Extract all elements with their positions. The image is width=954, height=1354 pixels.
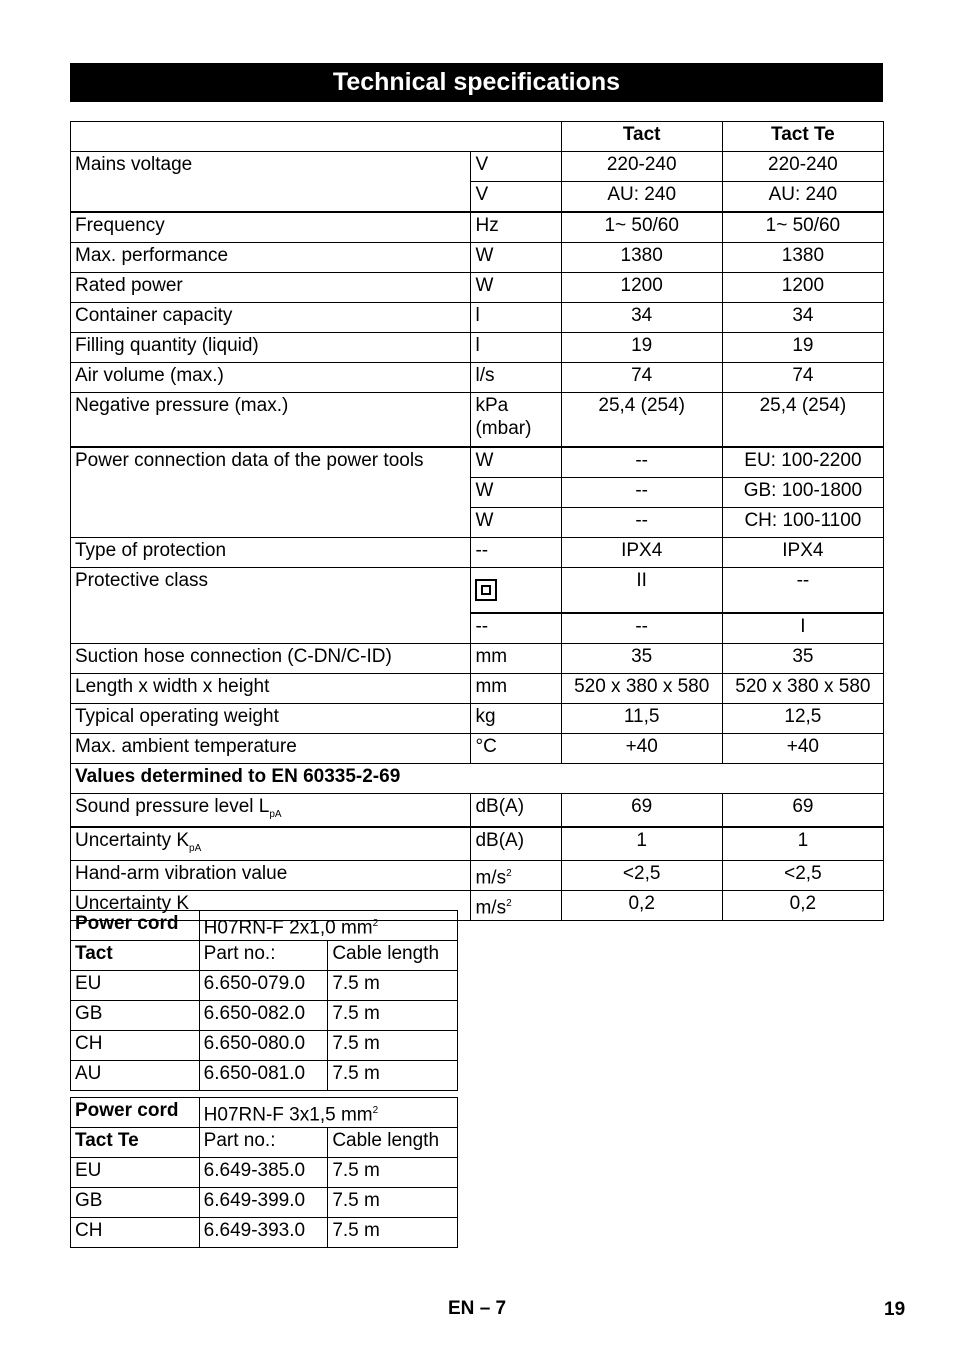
row-unit: W bbox=[471, 273, 561, 303]
row-label: Length x width x height bbox=[71, 674, 471, 704]
cord-length: 7.5 m bbox=[328, 1188, 458, 1218]
value-tact-te: 12,5 bbox=[722, 704, 883, 734]
unit-text: m/s bbox=[475, 896, 507, 918]
unit-text: m/s bbox=[475, 866, 507, 888]
row-unit: W bbox=[471, 478, 561, 508]
table-row bbox=[71, 860, 884, 890]
value-tact: -- bbox=[561, 478, 722, 508]
row-label: Hand-arm vibration value bbox=[71, 860, 471, 890]
value-tact-te: 25,4 (254) bbox=[722, 393, 883, 448]
value-tact-te: 35 bbox=[722, 644, 883, 674]
table-row bbox=[71, 393, 884, 448]
value-tact: 1200 bbox=[561, 273, 722, 303]
row-label bbox=[71, 827, 471, 860]
row-unit: dB(A) bbox=[471, 794, 561, 827]
value-tact-te: 220-240 bbox=[722, 152, 883, 182]
value-tact: 35 bbox=[561, 644, 722, 674]
cord-region: CH bbox=[71, 1218, 200, 1248]
value-tact-te: -- bbox=[722, 568, 883, 614]
table-row bbox=[71, 363, 884, 393]
length-header: Cable length bbox=[328, 1128, 458, 1158]
table-row bbox=[71, 212, 884, 243]
cord-region: AU bbox=[71, 1061, 200, 1091]
value-tact: 25,4 (254) bbox=[561, 393, 722, 448]
row-label: Mains voltage bbox=[71, 152, 471, 213]
table-header-row bbox=[71, 122, 884, 152]
table-row bbox=[71, 243, 884, 273]
value-tact: -- bbox=[561, 508, 722, 538]
table-row bbox=[71, 1218, 458, 1248]
value-tact-te: 74 bbox=[722, 363, 883, 393]
footer-language-page bbox=[448, 1298, 506, 1320]
cord-header-row bbox=[71, 941, 458, 971]
row-unit: -- bbox=[471, 613, 561, 644]
value-tact: 0,2 bbox=[561, 890, 722, 920]
table-row bbox=[71, 1061, 458, 1091]
table-row bbox=[71, 1031, 458, 1061]
row-unit: -- bbox=[471, 538, 561, 568]
value-tact-te: CH: 100-1100 bbox=[722, 508, 883, 538]
protection-class-ii-icon bbox=[475, 579, 497, 601]
value-tact: 34 bbox=[561, 303, 722, 333]
label-subscript: pA bbox=[189, 842, 202, 854]
value-tact-te: +40 bbox=[722, 734, 883, 764]
cord-type-text: H07RN-F 2x1,0 mm bbox=[203, 917, 373, 939]
cord-type-text: H07RN-F 3x1,5 mm bbox=[203, 1104, 373, 1126]
row-label: Negative pressure (max.) bbox=[71, 393, 471, 448]
footer-sub-page: 7 bbox=[495, 1298, 507, 1319]
row-label: Protective class bbox=[71, 568, 471, 644]
cord-part-no: 6.650-079.0 bbox=[199, 971, 328, 1001]
table-row bbox=[71, 971, 458, 1001]
row-unit: Hz bbox=[471, 212, 561, 243]
table-row bbox=[71, 1188, 458, 1218]
unit-kpa: kPa bbox=[475, 395, 509, 416]
table-row bbox=[71, 447, 884, 478]
row-label: Type of protection bbox=[71, 538, 471, 568]
row-label: Max. performance bbox=[71, 243, 471, 273]
cord-length: 7.5 m bbox=[328, 1031, 458, 1061]
row-unit: W bbox=[471, 508, 561, 538]
cord-part-no: 6.650-082.0 bbox=[199, 1001, 328, 1031]
part-header: Part no.: bbox=[199, 1128, 328, 1158]
unit-mbar: (mbar) bbox=[475, 418, 532, 439]
value-tact-te: AU: 240 bbox=[722, 182, 883, 213]
cord-label: Power cord bbox=[71, 1098, 200, 1128]
row-unit: W bbox=[471, 447, 561, 478]
cord-header-row bbox=[71, 1128, 458, 1158]
table-row bbox=[71, 568, 884, 614]
row-unit: l bbox=[471, 303, 561, 333]
row-unit: dB(A) bbox=[471, 827, 561, 860]
cord-part-no: 6.649-393.0 bbox=[199, 1218, 328, 1248]
table-row bbox=[71, 152, 884, 182]
page-title: Technical specifications bbox=[70, 63, 883, 102]
row-label: Suction hose connection (C-DN/C-ID) bbox=[71, 644, 471, 674]
row-unit: V bbox=[471, 182, 561, 213]
value-tact: -- bbox=[561, 613, 722, 644]
cord-type-row bbox=[71, 911, 458, 941]
page-number: 19 bbox=[884, 1299, 906, 1320]
power-cord-table-tact-te bbox=[70, 1097, 458, 1248]
table-row bbox=[71, 1001, 458, 1031]
value-tact-te: 1380 bbox=[722, 243, 883, 273]
value-tact: 74 bbox=[561, 363, 722, 393]
value-tact: 520 x 380 x 580 bbox=[561, 674, 722, 704]
cord-part-no: 6.649-385.0 bbox=[199, 1158, 328, 1188]
value-tact: 220-240 bbox=[561, 152, 722, 182]
cord-length: 7.5 m bbox=[328, 1001, 458, 1031]
value-tact: -- bbox=[561, 447, 722, 478]
unit-superscript: 2 bbox=[506, 867, 512, 879]
cord-model: Tact Te bbox=[71, 1128, 200, 1158]
row-unit: °C bbox=[471, 734, 561, 764]
row-unit: l/s bbox=[471, 363, 561, 393]
row-label: Frequency bbox=[71, 212, 471, 243]
value-tact: AU: 240 bbox=[561, 182, 722, 213]
cord-region: EU bbox=[71, 971, 200, 1001]
row-unit bbox=[471, 568, 561, 614]
table-row bbox=[71, 704, 884, 734]
value-tact-te: 69 bbox=[722, 794, 883, 827]
row-unit: mm bbox=[471, 644, 561, 674]
cord-length: 7.5 m bbox=[328, 1218, 458, 1248]
cord-part-no: 6.649-399.0 bbox=[199, 1188, 328, 1218]
value-tact: <2,5 bbox=[561, 860, 722, 890]
row-unit: kg bbox=[471, 704, 561, 734]
value-tact-te: GB: 100-1800 bbox=[722, 478, 883, 508]
values-section-header: Values determined to EN 60335-2-69 bbox=[71, 764, 884, 794]
value-tact-te: 520 x 380 x 580 bbox=[722, 674, 883, 704]
table-row bbox=[71, 333, 884, 363]
value-tact-te: 34 bbox=[722, 303, 883, 333]
row-unit: mm bbox=[471, 674, 561, 704]
cord-region: EU bbox=[71, 1158, 200, 1188]
cord-label: Power cord bbox=[71, 911, 200, 941]
row-unit: l bbox=[471, 333, 561, 363]
cord-type bbox=[199, 911, 457, 941]
table-row bbox=[71, 734, 884, 764]
value-tact: 11,5 bbox=[561, 704, 722, 734]
row-label bbox=[71, 794, 471, 827]
row-label: Power connection data of the power tools bbox=[71, 447, 471, 538]
row-label: Rated power bbox=[71, 273, 471, 303]
cord-length: 7.5 m bbox=[328, 1061, 458, 1091]
table-row bbox=[71, 644, 884, 674]
value-tact-te: 1~ 50/60 bbox=[722, 212, 883, 243]
spec-table bbox=[70, 121, 884, 921]
value-tact-te: EU: 100-2200 bbox=[722, 447, 883, 478]
value-tact-te: 1200 bbox=[722, 273, 883, 303]
footer-dash: – bbox=[479, 1298, 491, 1319]
label-text: Sound pressure level L bbox=[75, 796, 270, 817]
label-subscript: pA bbox=[269, 808, 282, 820]
table-row bbox=[71, 674, 884, 704]
value-tact-te: 1 bbox=[722, 827, 883, 860]
value-tact-te: <2,5 bbox=[722, 860, 883, 890]
row-label: Air volume (max.) bbox=[71, 363, 471, 393]
cord-type-superscript: 2 bbox=[372, 918, 379, 929]
length-header: Cable length bbox=[328, 941, 458, 971]
cord-model: Tact bbox=[71, 941, 200, 971]
value-tact: +40 bbox=[561, 734, 722, 764]
row-unit bbox=[471, 890, 561, 920]
table-row bbox=[71, 273, 884, 303]
cord-part-no: 6.650-081.0 bbox=[199, 1061, 328, 1091]
col-header-tact: Tact bbox=[561, 122, 722, 152]
cord-region: GB bbox=[71, 1188, 200, 1218]
footer-lang: EN bbox=[448, 1298, 475, 1319]
row-label: Container capacity bbox=[71, 303, 471, 333]
section-header-row bbox=[71, 764, 884, 794]
value-tact: 69 bbox=[561, 794, 722, 827]
value-tact: II bbox=[561, 568, 722, 614]
table-row bbox=[71, 1158, 458, 1188]
value-tact: IPX4 bbox=[561, 538, 722, 568]
label-text: Uncertainty K bbox=[75, 829, 190, 851]
cord-type-row bbox=[71, 1098, 458, 1128]
row-label: Uncertainty K bbox=[71, 890, 471, 920]
value-tact: 1380 bbox=[561, 243, 722, 273]
cord-part-no: 6.650-080.0 bbox=[199, 1031, 328, 1061]
row-label: Typical operating weight bbox=[71, 704, 471, 734]
row-unit bbox=[471, 393, 561, 448]
value-tact: 19 bbox=[561, 333, 722, 363]
power-cord-table-tact bbox=[70, 910, 458, 1091]
value-tact-te: 0,2 bbox=[722, 890, 883, 920]
cord-region: CH bbox=[71, 1031, 200, 1061]
value-tact: 1 bbox=[561, 827, 722, 860]
value-tact: 1~ 50/60 bbox=[561, 212, 722, 243]
value-tact-te: IPX4 bbox=[722, 538, 883, 568]
table-row bbox=[71, 794, 884, 827]
cord-type-superscript: 2 bbox=[372, 1105, 379, 1116]
row-label: Filling quantity (liquid) bbox=[71, 333, 471, 363]
cord-region: GB bbox=[71, 1001, 200, 1031]
cord-type bbox=[199, 1098, 457, 1128]
table-row bbox=[71, 827, 884, 860]
row-label: Max. ambient temperature bbox=[71, 734, 471, 764]
row-unit bbox=[471, 860, 561, 890]
value-tact-te: I bbox=[722, 613, 883, 644]
row-unit: W bbox=[471, 243, 561, 273]
cord-length: 7.5 m bbox=[328, 1158, 458, 1188]
cord-length: 7.5 m bbox=[328, 971, 458, 1001]
table-row bbox=[71, 303, 884, 333]
row-unit: V bbox=[471, 152, 561, 182]
col-header-tact-te: Tact Te bbox=[722, 122, 883, 152]
part-header: Part no.: bbox=[199, 941, 328, 971]
value-tact-te: 19 bbox=[722, 333, 883, 363]
table-row bbox=[71, 538, 884, 568]
unit-superscript: 2 bbox=[506, 897, 512, 909]
